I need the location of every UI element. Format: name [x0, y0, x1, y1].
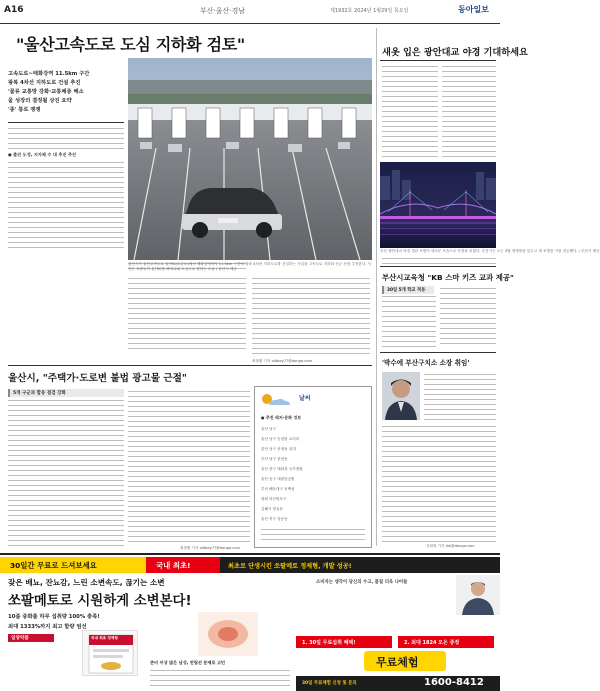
portrait-photo [382, 372, 420, 420]
date-edition: 제1932호 2024년 1월29일 목요일 [330, 8, 409, 14]
section-name: 부산·울산·경남 [200, 7, 246, 15]
ad-free-trial[interactable]: 무료체험 [364, 651, 446, 671]
weather-logo [259, 391, 293, 409]
ad-body-text [150, 668, 290, 688]
body-text [382, 64, 438, 158]
weather-row: 부산 해운대구 동백섬 [261, 487, 295, 491]
article-two-subhead: 5개 구군과 합동 점검 강화 [8, 389, 124, 397]
body-text [8, 398, 124, 546]
ad-banner-left: 30일간 무료로 드셔보세요 [0, 557, 146, 573]
ad-offer-1: 10좀 중화를 하루 섭취량 100% 충족! [8, 614, 100, 620]
main-byline: 최창환 기자 oldbay77@donga.com [252, 359, 312, 363]
weather-row: 울산 중구 태화강 국가정원 [261, 467, 303, 471]
ad-headline-small: 잦은 배뇨, 잔뇨감, 느린 소변속도, 끊기는 소변 [8, 578, 165, 587]
article-two-byline: 최창환 기자 oldbay77@donga.com [180, 546, 240, 550]
weather-row: 울산 동구 대왕암공원 [261, 477, 295, 481]
ad-brand: 일양약품 [8, 634, 54, 642]
body-text [382, 256, 496, 264]
ad-phone-label: 30일 무료체험 신청 및 문의 [302, 681, 357, 686]
weather-row: 김해시 장유동 [261, 507, 283, 511]
bridge-night-photo [380, 162, 496, 248]
ad-offer-2: 최대 1333%까지 최고 함량 엄선 [8, 624, 87, 630]
weather-row: 울산 남구 공업탑 로터리 [261, 437, 300, 441]
ad-center-note: 준비 이상 많은 남성, 전립선 문제로 고민 [150, 660, 226, 665]
ad-model-photo [456, 575, 500, 615]
weather-title: 날씨 [299, 395, 311, 402]
deck-line: '종' 통로 쟁쟁 [8, 107, 41, 113]
highway-toll-photo [128, 58, 372, 260]
divider [8, 122, 124, 123]
main-headline: "울산고속도로 도심 지하화 검토" [16, 35, 245, 54]
weather-recommend: ● 추천 레저·문화 정보 [261, 415, 302, 420]
body-text [382, 294, 436, 348]
weather-row: 창원 마산합포구 [261, 497, 287, 501]
right-two-headline: 부산시교육청 "KB 스마 키즈 교과 제공" [382, 273, 514, 282]
ad-headline-big: 쏘팔메토로 시원하게 소변본다! [8, 594, 192, 609]
page-number: A16 [4, 5, 24, 15]
right-three-headline: '박수에 부산구치소 소장 취임' [382, 359, 470, 367]
right-two-subhead: 30일 5개 학교 적용 [382, 286, 434, 294]
page-header [0, 0, 500, 24]
ad-product-box [82, 630, 138, 676]
weather-fill [261, 527, 365, 543]
bridge-photo-caption: 부산 광안대교 야경 경관 조명이 새로운 모습으로 단장을 마쳤다. 부산시는 오는 3월 재개장을 앞두고 새 조명을 시험 점등했다. / 부산시 제공 [380, 249, 600, 253]
divider [380, 266, 496, 267]
article-two-headline: 울산시, "주택가·도로변 불법 광고물 근절" [8, 373, 187, 384]
body-text [252, 276, 370, 358]
body-text [128, 276, 246, 352]
ad-cta-2[interactable]: 2. 최대 1824 모은 증정 [398, 636, 494, 648]
deck-block [8, 70, 124, 115]
body-text [128, 389, 250, 543]
body-text [8, 160, 124, 252]
body-text [424, 372, 496, 420]
divider [8, 365, 372, 366]
ad-phone-number: 1600-8412 [424, 677, 484, 688]
ad-top-rule [0, 553, 500, 555]
weather-row: 울산 남구 [261, 427, 277, 431]
deck-line: '물류 교통망 강화·교통체증 해소 [8, 89, 84, 95]
weather-box [254, 386, 372, 548]
ad-left-panel [8, 612, 148, 688]
weather-row: 울산 북구 강동동 [261, 517, 288, 521]
main-subhead: ● 출진 도정, 지자체 수 대 추진 추진 [8, 152, 77, 157]
ad-product-badge: 국내 최초 정제형 [91, 636, 118, 640]
body-text [440, 286, 496, 348]
body-text [8, 126, 124, 150]
weather-row: 부산 남구 문현동 [261, 457, 288, 461]
divider [380, 60, 496, 61]
ad-banner-right: 최초로 단생시킨 쏘팔메토 정제형, 개발 성공! [220, 557, 500, 573]
ad-illustration [198, 612, 258, 656]
deck-line: 울 성장의 결정될 상진 요약 [8, 98, 72, 104]
ad-quote: 소비자는 생각이 당신의 수고, 품질 더욱 나아들 [316, 580, 408, 585]
photo-caption: 울산시가 울산고속도로 울산IC(요금소)에서 태화강역까지 11.5km 구간에 왕복 4차선 지하도로를 건설하는 사업을 고속도로 지하화 신규 선정 추진한다. 사진은 차량들이 울산IC를 빠져나와 도심으로 향하는 모습 / 울산시 제공 [128, 262, 372, 271]
deck-line: 고속도로~태화강역 11.5km 구간 [8, 71, 90, 77]
body-text [382, 424, 496, 542]
ad-banner-mid: 국내 최초! [146, 557, 220, 573]
top-right-headline: 새옷 입은 광안대교 야경 기대하세요 [382, 47, 528, 58]
ad-cta-1[interactable]: 1. 30일 무료섭취 혜택! [296, 636, 392, 648]
body-text [442, 64, 496, 158]
ad-phone-bar[interactable] [296, 676, 500, 691]
column-divider [376, 28, 377, 546]
publication-logo: 동아일보 [458, 4, 489, 14]
right-three-byline: 김화영 기자 jhk@donga.com [426, 544, 475, 548]
deck-line: 왕복 4차선 지하도로 건설 추진 [8, 80, 81, 86]
divider [380, 352, 496, 353]
weather-row: 울산 남구 신정동 일대 [261, 447, 296, 451]
